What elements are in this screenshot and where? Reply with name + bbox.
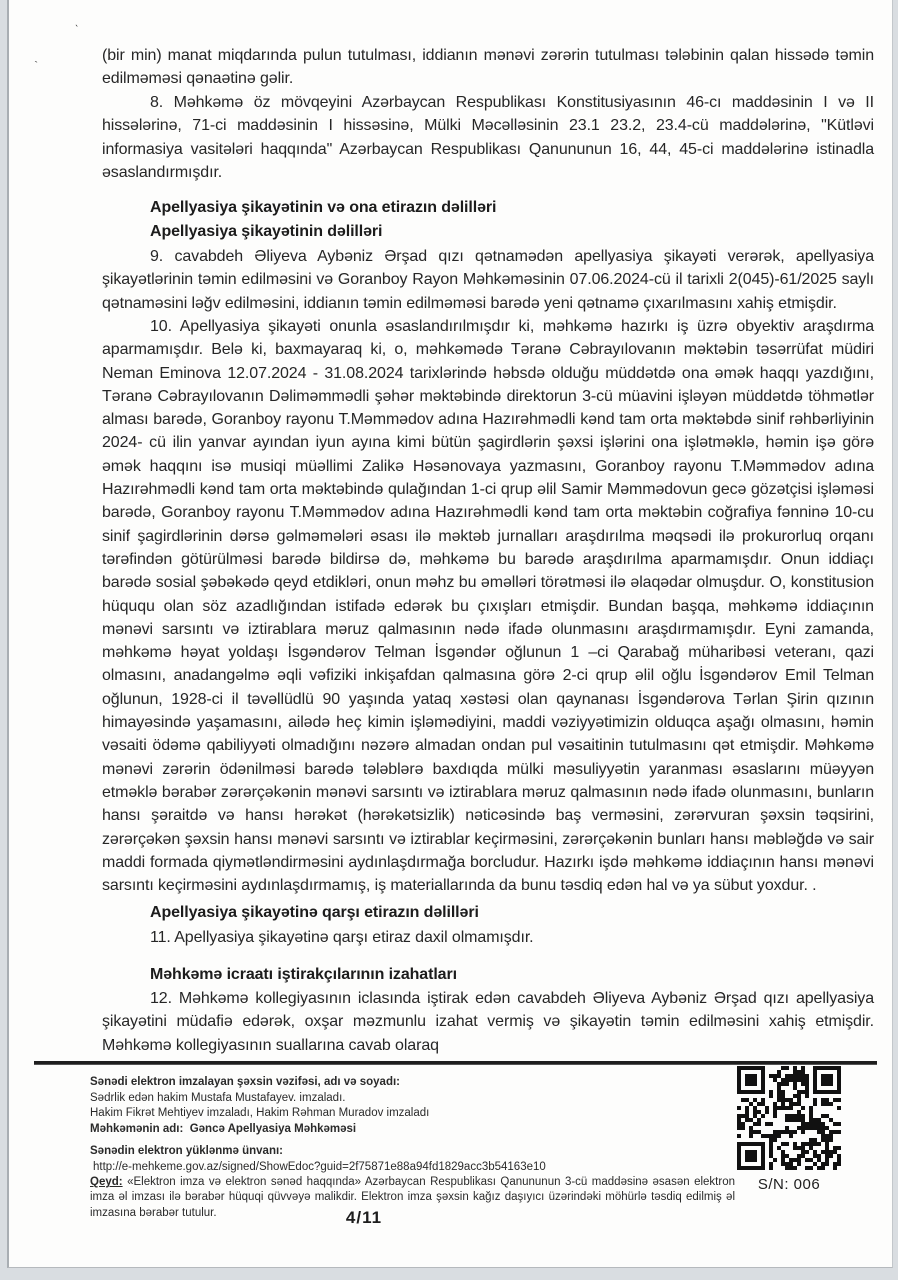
- court-name-line: [90, 1122, 735, 1137]
- paragraph-8: 8. Məhkəmə öz mövqeyini Azərbaycan Respublikası Konstitusiyasının 46-cı maddəsinin I və II hissələrinə, 71-ci maddəsinin I hissəsinə, Mülki Məcəlləsinin 23.1 23.2, 23.4-cü maddələrinə, "Kütləvi informasiya vasitələri haqqında" Azərbaycan Respublikası Qanununun 16, 44, 45-ci maddələrinə istinadla əsaslandırmışdır.: [102, 94, 874, 181]
- section-heading-participant-explanations: Məhkəmə icraatı iştirakçılarının izahatları: [150, 966, 457, 983]
- paragraph-12: 12. Məhkəmə kollegiyasının iclasında iştirak edən cavabdeh Əliyeva Aybəniz Ərşad qızı apellyasiya şikayətini müdafiə edərək, oxşar məzmunlu izahat vermiş və şikayətin təmin edilməsini xahiş etmişdir. Məhkəmə kollegiyasının suallarına cavab olaraq: [102, 990, 874, 1054]
- section-heading-objection-arguments: Apellyasiya şikayətinə qarşı etirazın dəlilləri: [150, 904, 479, 921]
- section-heading-appeal-arguments: Apellyasiya şikayətinin dəlilləri: [150, 223, 383, 240]
- scan-speckle: `: [72, 23, 79, 37]
- page-number: 4/11: [345, 1208, 383, 1227]
- paragraph-continuation: (bir min) manat miqdarında pulun tutulması, iddianın mənəvi zərərin tutulması tələbinin qalan hissədə təmin edilməməsi qənaətinə gəlir.: [102, 47, 874, 88]
- serial-number: S/N: 006: [757, 1176, 821, 1193]
- footer-divider: [34, 1061, 877, 1065]
- signature-footer: [90, 1075, 735, 1221]
- signer-judge-1: Sədrlik edən hakim Mustafa Mustafayev. imzaladı.: [90, 1091, 346, 1104]
- scan-speckle: `: [34, 59, 40, 73]
- qr-code-icon: [737, 1066, 841, 1170]
- signer-label: Sənədi elektron imzalayan şəxsin vəzifəsi, adı və soyadı:: [90, 1076, 401, 1088]
- note-label: Qeyd:: [90, 1176, 123, 1189]
- note-text: «Elektron imza və elektron sənəd haqqında» Azərbaycan Respublikası Qanununun 3-cü maddəsinə əsasən elektron imza əl imzası ilə bərabər hüquqi qüvvəyə malikdir. Elektron imza şəxsin kağız daşıyıcı üzərindəki möhürlə təsdiq edilmiş əl imzasına bərabər tutulur.: [90, 1176, 735, 1219]
- paragraph-9: 9. cavabdeh Əliyeva Aybəniz Ərşad qızı qətnamədən apellyasiya şikayəti verərək, apellyasiya şikayətlərinin təmin edilməsini və Goranboy Rayon Məhkəməsinin 07.06.2024-cü il tarixli 2(045)-61/2025 saylı qətnaməsini ləğv edilməsini, iddianın təmin edilməməsi barədə yeni qətnamə çıxarılmasını xahiş etmişdir.: [102, 248, 874, 312]
- paragraph-10: 10. Apellyasiya şikayəti onunla əsaslandırılmışdır ki, məhkəmə hazırkı iş üzrə obyektiv araşdırma aparmamışdır. Belə ki, baxmayaraq ki, o, məhkəmədə Təranə Cəbrayılovanın məktəbin təsərrüfat müdiri Neman Eminova 12.07.2024 - 31.08.2024 tarixlərində həbsdə olduğu müddətdə ona əmək haqqı yazdığını, Təranə Cəbrayılovanın Dəliməmmədli şəhər məktəbində direktorun 3-cü müavini işləyən müddətdə töhmətlər alması barədə, Goranboy rayonu T.Məmmədov adına Hazırəhmədli kənd tam orta məktəbdə sinif rəhbərliyinin 2024- cü ilin yanvar ayından iyun ayına kimi bütün şagirdlərin şəxsi işlərini ona işlətməklə, həmin işə görə əmək haqqını isə musiqi müəllimi Zalikə Həsənovaya yazmasını, Goranboy rayonu T.Məmmədov adına Hazırəhmədli kənd tam orta məktəbində qulağından 1-ci qrup əlil Samir Məmmədovun gecə gözətçisi işləməsi barədə, Goranboy rayonu T.Məmmədov adına Hazırəhmədli kənd tam orta məktəbin coğrafiya fənninə 10-cu sinif şagirdlərinin dərsə gəlməmələri əsası ilə məktəb jurnalları araşdırılma məqsədi ilə prokurorluq orqanı tərəfindən götürülməsi barədə bildirsə də, məhkəmə bu barədə araşdırılma aparmamışdır. Onun iddiaçı barədə sosial şəbəkədə qeyd etdikləri, onun məhz bu əməlləri törətməsi ilə əlaqədar olmuşdur. O, konstitusion hüququ olan söz azadlığından istifadə edərək bu çıxışları etmişdir. Bundan başqa, məhkəmə iddiaçının mənəvi sarsıntı və iztirablara məruz qalmasının nədə ifadə olunmasını araşdırmamışdır. Eyni zamanda, məhkəmə həyat yoldaşı İsgəndərov Telman İsgəndər oğlunun 1 –ci Qarabağ müharibəsi veteranı, qazi olmasını, anadangəlmə əqli vəfiziki inkişafdan qalmasına görə 2-ci qrup əlil oğlu İsgəndərov Emil Telman oğlunun, 1928-ci il təvəllüdlü 90 yaşında yataq xəstəsi olan qaynanası İsgəndərova Tərlan Şirin qızının himayəsində yaşamasını, ailədə heç kimin işləmədiyini, maddi vəziyyətimizin olduqca aşağı olmasını, həmin vəsaiti ödəmə qabiliyyəti olmadığını nəzərə almadan ondan pul vəsaitinin tutulmasını qət etmişdir. Məhkəmə mənəvi zərərin ödənilməsi barədə tələblərə baxdıqda mülki məsuliyyətin yaranması əsaslarını müəyyən etməklə bərabər zərərçəkənin mənəvi sarsıntı və iztirablara məruz qalmasının nədə ifadə olunmasını, bunların hansı şəraitdə və hansı hərəkət (hərəkətsizlik) nəticəsində baş verməsini, zərərvuran şəxsin təqsirini, zərərçəkən şəxsin hansı mənəvi sarsıntı və iztirablar keçirməsini, zərərçəkənin bunları hansı məbləğdə və sair maddi formada qiymətləndirməsini aydınlaşdırmağa borcludur. Hazırkı işdə məhkəmə iddiaçının hansı mənəvi sarsıntı keçirməsini aydınlaşdırmamış, iş materiallarında da bunu təsdiq edən hal və ya sübut yoxdur. .: [102, 318, 874, 895]
- document-page: [7, 0, 893, 1268]
- download-label: Sənədin elektron yüklənmə ünvanı:: [90, 1144, 283, 1157]
- section-heading-appeal-and-objection-arguments: Apellyasiya şikayətinin və ona etirazın dəlilləri: [150, 199, 497, 216]
- court-label: Məhkəmənin adı:: [90, 1123, 184, 1136]
- download-url: http://e-mehkeme.gov.az/signed/ShowEdoc?guid=2f75871e88a94fd1829acc3b54163e10: [93, 1160, 546, 1173]
- court-name: Gəncə Apellyasiya Məhkəməsi: [189, 1123, 357, 1136]
- paragraph-11: 11. Apellyasiya şikayətinə qarşı etiraz daxil olmamışdır.: [150, 929, 534, 946]
- signer-judges-2: Hakim Fikrət Mehtiyev imzaladı, Hakim Rəhman Muradov imzaladı: [90, 1107, 430, 1120]
